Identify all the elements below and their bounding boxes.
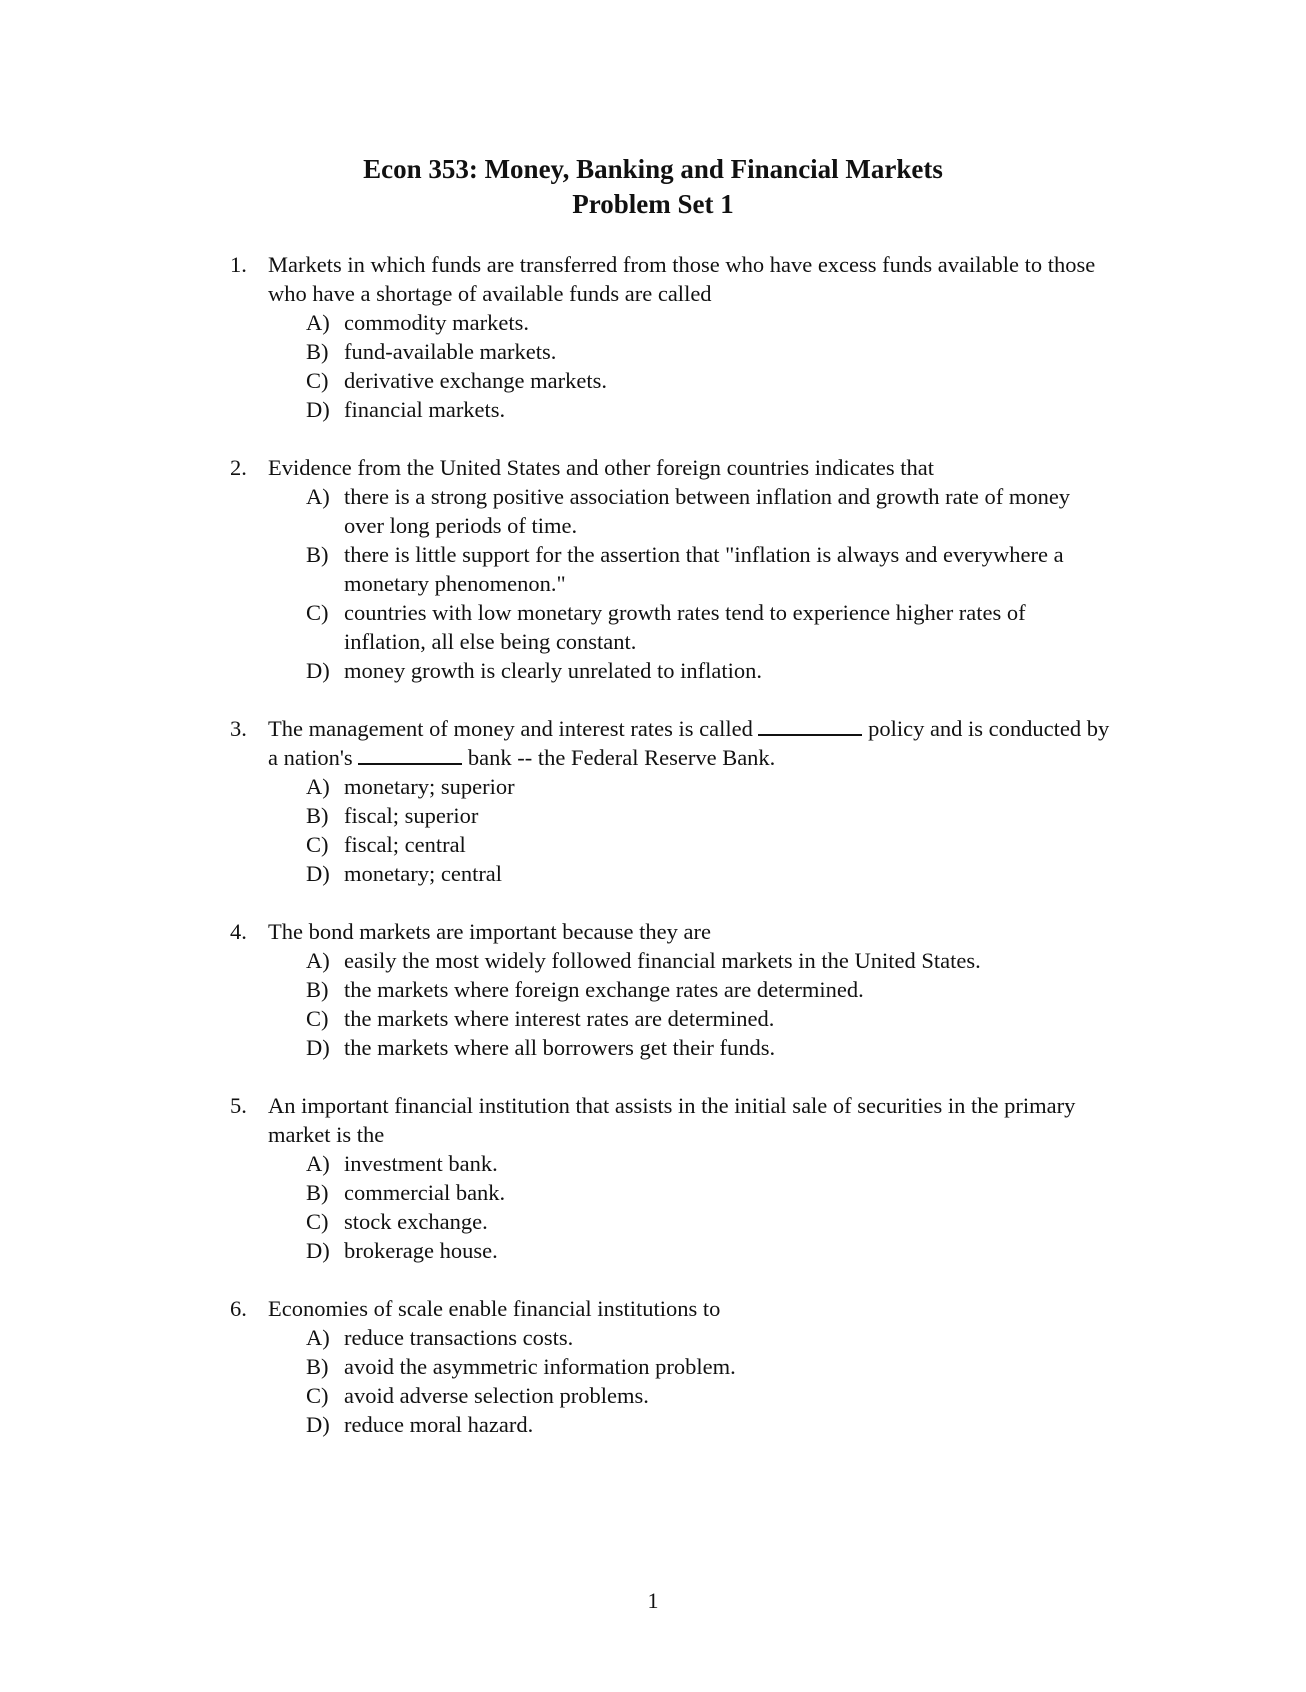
option-text: investment bank.: [344, 1151, 498, 1176]
question-text: An important financial institution that assists in the initial sale of securities in the primary market is the: [268, 1093, 1076, 1147]
option-letter: C): [306, 832, 329, 857]
option-letter: D): [306, 1412, 330, 1437]
option-b: [306, 801, 1110, 830]
option-text: the markets where all borrowers get their funds.: [344, 1035, 776, 1060]
question-text-part: policy and is conducted by a nation's: [268, 716, 1110, 770]
course-title: Econ 353: Money, Banking and Financial Markets: [363, 154, 943, 184]
problem-set-title: Problem Set 1: [572, 189, 734, 219]
question-2: [230, 453, 1110, 685]
option-text: fund-available markets.: [344, 339, 557, 364]
option-letter: B): [306, 542, 329, 567]
question-text-part: bank -- the Federal Reserve Bank.: [467, 745, 776, 770]
question-6: [230, 1294, 1110, 1439]
option-letter: C): [306, 1209, 329, 1234]
option-text: financial markets.: [344, 397, 506, 422]
question-5: [230, 1091, 1110, 1265]
option-letter: D): [306, 397, 330, 422]
document-header: [0, 152, 1306, 222]
option-c: [306, 366, 1110, 395]
option-letter: C): [306, 368, 329, 393]
option-text: monetary; central: [344, 861, 503, 886]
question-1: [230, 250, 1110, 424]
option-d: [306, 395, 1110, 424]
question-text: Markets in which funds are transferred from those who have excess funds available to those who have a shortage of available funds are called: [268, 252, 1096, 306]
question-number: 5.: [230, 1093, 247, 1118]
answer-options: [230, 308, 1110, 424]
option-letter: A): [306, 1151, 330, 1176]
option-text: brokerage house.: [344, 1238, 498, 1263]
option-d: [306, 1236, 1110, 1265]
question-text: [268, 714, 1110, 772]
option-text: derivative exchange markets.: [344, 368, 608, 393]
option-a: [306, 482, 1110, 540]
fill-in-blank: [758, 733, 862, 736]
option-text: fiscal; superior: [344, 803, 479, 828]
option-text: the markets where foreign exchange rates are determined.: [344, 977, 864, 1002]
option-c: [306, 598, 1110, 656]
option-a: [306, 308, 1110, 337]
option-b: [306, 1178, 1110, 1207]
answer-options: [230, 482, 1110, 685]
option-text: monetary; superior: [344, 774, 515, 799]
option-text: countries with low monetary growth rates tend to experience higher rates of inflation, all else being constant.: [344, 600, 1026, 654]
option-a: [306, 946, 1110, 975]
question-text: Economies of scale enable financial institutions to: [268, 1296, 721, 1321]
question-list: [230, 250, 1110, 1468]
option-letter: C): [306, 1006, 329, 1031]
option-b: [306, 337, 1110, 366]
option-text: commodity markets.: [344, 310, 529, 335]
option-letter: A): [306, 948, 330, 973]
option-d: [306, 656, 1110, 685]
option-letter: D): [306, 1035, 330, 1060]
option-text: commercial bank.: [344, 1180, 506, 1205]
option-letter: B): [306, 803, 329, 828]
question-number: 2.: [230, 455, 247, 480]
option-text: money growth is clearly unrelated to inflation.: [344, 658, 763, 683]
question-number: 4.: [230, 919, 247, 944]
fill-in-blank: [358, 762, 462, 765]
option-b: [306, 540, 1110, 598]
question-text: The bond markets are important because they are: [268, 919, 711, 944]
option-letter: D): [306, 658, 330, 683]
option-b: [306, 1352, 1110, 1381]
option-letter: B): [306, 977, 329, 1002]
option-text: stock exchange.: [344, 1209, 488, 1234]
option-c: [306, 830, 1110, 859]
option-c: [306, 1207, 1110, 1236]
page-number: 1: [647, 1588, 659, 1613]
option-d: [306, 1410, 1110, 1439]
option-text: easily the most widely followed financial markets in the United States.: [344, 948, 981, 973]
option-letter: D): [306, 1238, 330, 1263]
option-text: avoid the asymmetric information problem.: [344, 1354, 736, 1379]
option-d: [306, 1033, 1110, 1062]
option-text: avoid adverse selection problems.: [344, 1383, 649, 1408]
option-letter: A): [306, 1325, 330, 1350]
option-a: [306, 772, 1110, 801]
answer-options: [230, 772, 1110, 888]
option-c: [306, 1381, 1110, 1410]
option-letter: A): [306, 310, 330, 335]
option-d: [306, 859, 1110, 888]
option-a: [306, 1149, 1110, 1178]
option-a: [306, 1323, 1110, 1352]
question-number: 1.: [230, 252, 247, 277]
option-text: there is little support for the assertion that "inflation is always and everywhere a monetary phenomenon.": [344, 542, 1064, 596]
option-letter: A): [306, 774, 330, 799]
option-letter: B): [306, 1180, 329, 1205]
question-text: Evidence from the United States and other foreign countries indicates that: [268, 455, 935, 480]
option-text: fiscal; central: [344, 832, 466, 857]
question-number: 3.: [230, 716, 247, 741]
answer-options: [230, 1323, 1110, 1439]
question-number: 6.: [230, 1296, 247, 1321]
answer-options: [230, 946, 1110, 1062]
option-letter: B): [306, 339, 329, 364]
option-letter: D): [306, 861, 330, 886]
option-letter: B): [306, 1354, 329, 1379]
option-text: reduce moral hazard.: [344, 1412, 534, 1437]
option-text: there is a strong positive association between inflation and growth rate of money over long periods of time.: [344, 484, 1071, 538]
option-letter: C): [306, 1383, 329, 1408]
question-4: [230, 917, 1110, 1062]
option-letter: C): [306, 600, 329, 625]
question-3: [230, 714, 1110, 888]
option-c: [306, 1004, 1110, 1033]
question-text-part: The management of money and interest rates is called: [268, 716, 753, 741]
option-text: reduce transactions costs.: [344, 1325, 574, 1350]
option-text: the markets where interest rates are determined.: [344, 1006, 775, 1031]
option-letter: A): [306, 484, 330, 509]
option-b: [306, 975, 1110, 1004]
answer-options: [230, 1149, 1110, 1265]
